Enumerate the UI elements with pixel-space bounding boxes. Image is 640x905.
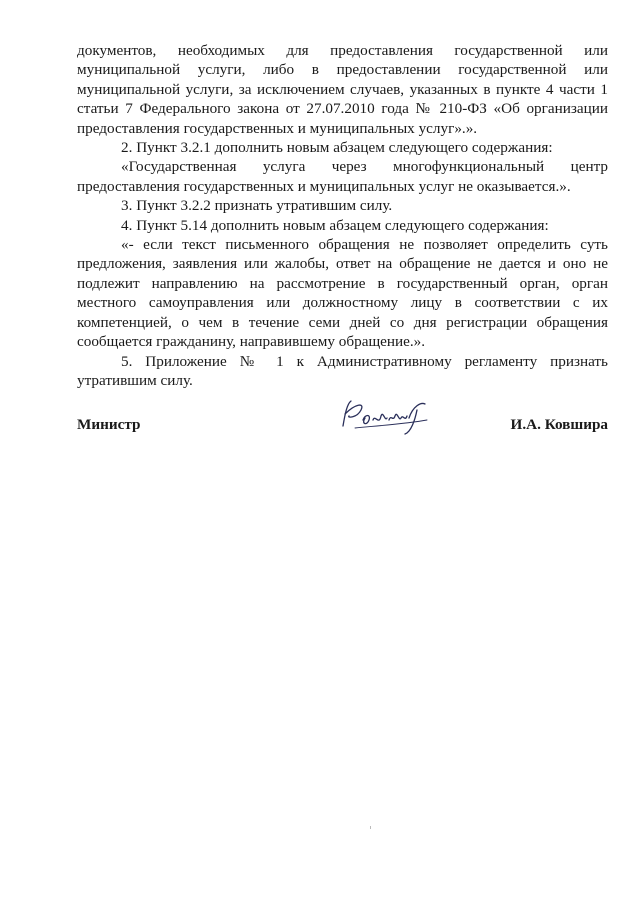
paragraph-item-3: 3. Пункт 3.2.2 признать утратившим силу.: [121, 197, 393, 215]
paragraph-quote-2: «Государственная услуга через многофункциональный центр предоставления государственных и муниципальных услуг не оказывается.».: [77, 158, 608, 195]
signature-block: [77, 416, 608, 440]
scan-speck: [370, 826, 371, 829]
paragraph-item-5: 5. Приложение № 1 к Административному регламенту признать утратившим силу.: [77, 352, 608, 389]
handwritten-signature: [335, 396, 435, 438]
paragraph-quote-4: «- если текст письменного обращения не позволяет определить суть предложения, заявления или жалобы, ответ на обращение не дается и оно не подлежит направлению на рассмотрение в государственный орган, орган местного самоуправления или должностному лицу в соответствии с их компетенцией, о чем в течение семи дней со дня регистрации обращения сообщается гражданину, направившему обращение.».: [77, 236, 608, 351]
paragraph-item-2: 2. Пункт 3.2.1 дополнить новым абзацем следующего содержания:: [121, 139, 553, 157]
paragraph-item-4: 4. Пункт 5.14 дополнить новым абзацем следующего содержания:: [121, 216, 549, 234]
signer-name: И.А. Ковшира: [510, 416, 608, 433]
document-body: [77, 41, 608, 390]
paragraph-continuation: документов, необходимых для предоставления государственной или муниципальной услуги, либо в предоставлении государственной или муниципальной услуги, за исключением случаев, указанных в пункте 4 части 1 статьи 7 Федерального закона от 27.07.2010 года № 210-ФЗ «Об организации предоставления государственных и муниципальных услуг».».: [77, 42, 608, 137]
signer-title: Министр: [77, 416, 141, 433]
